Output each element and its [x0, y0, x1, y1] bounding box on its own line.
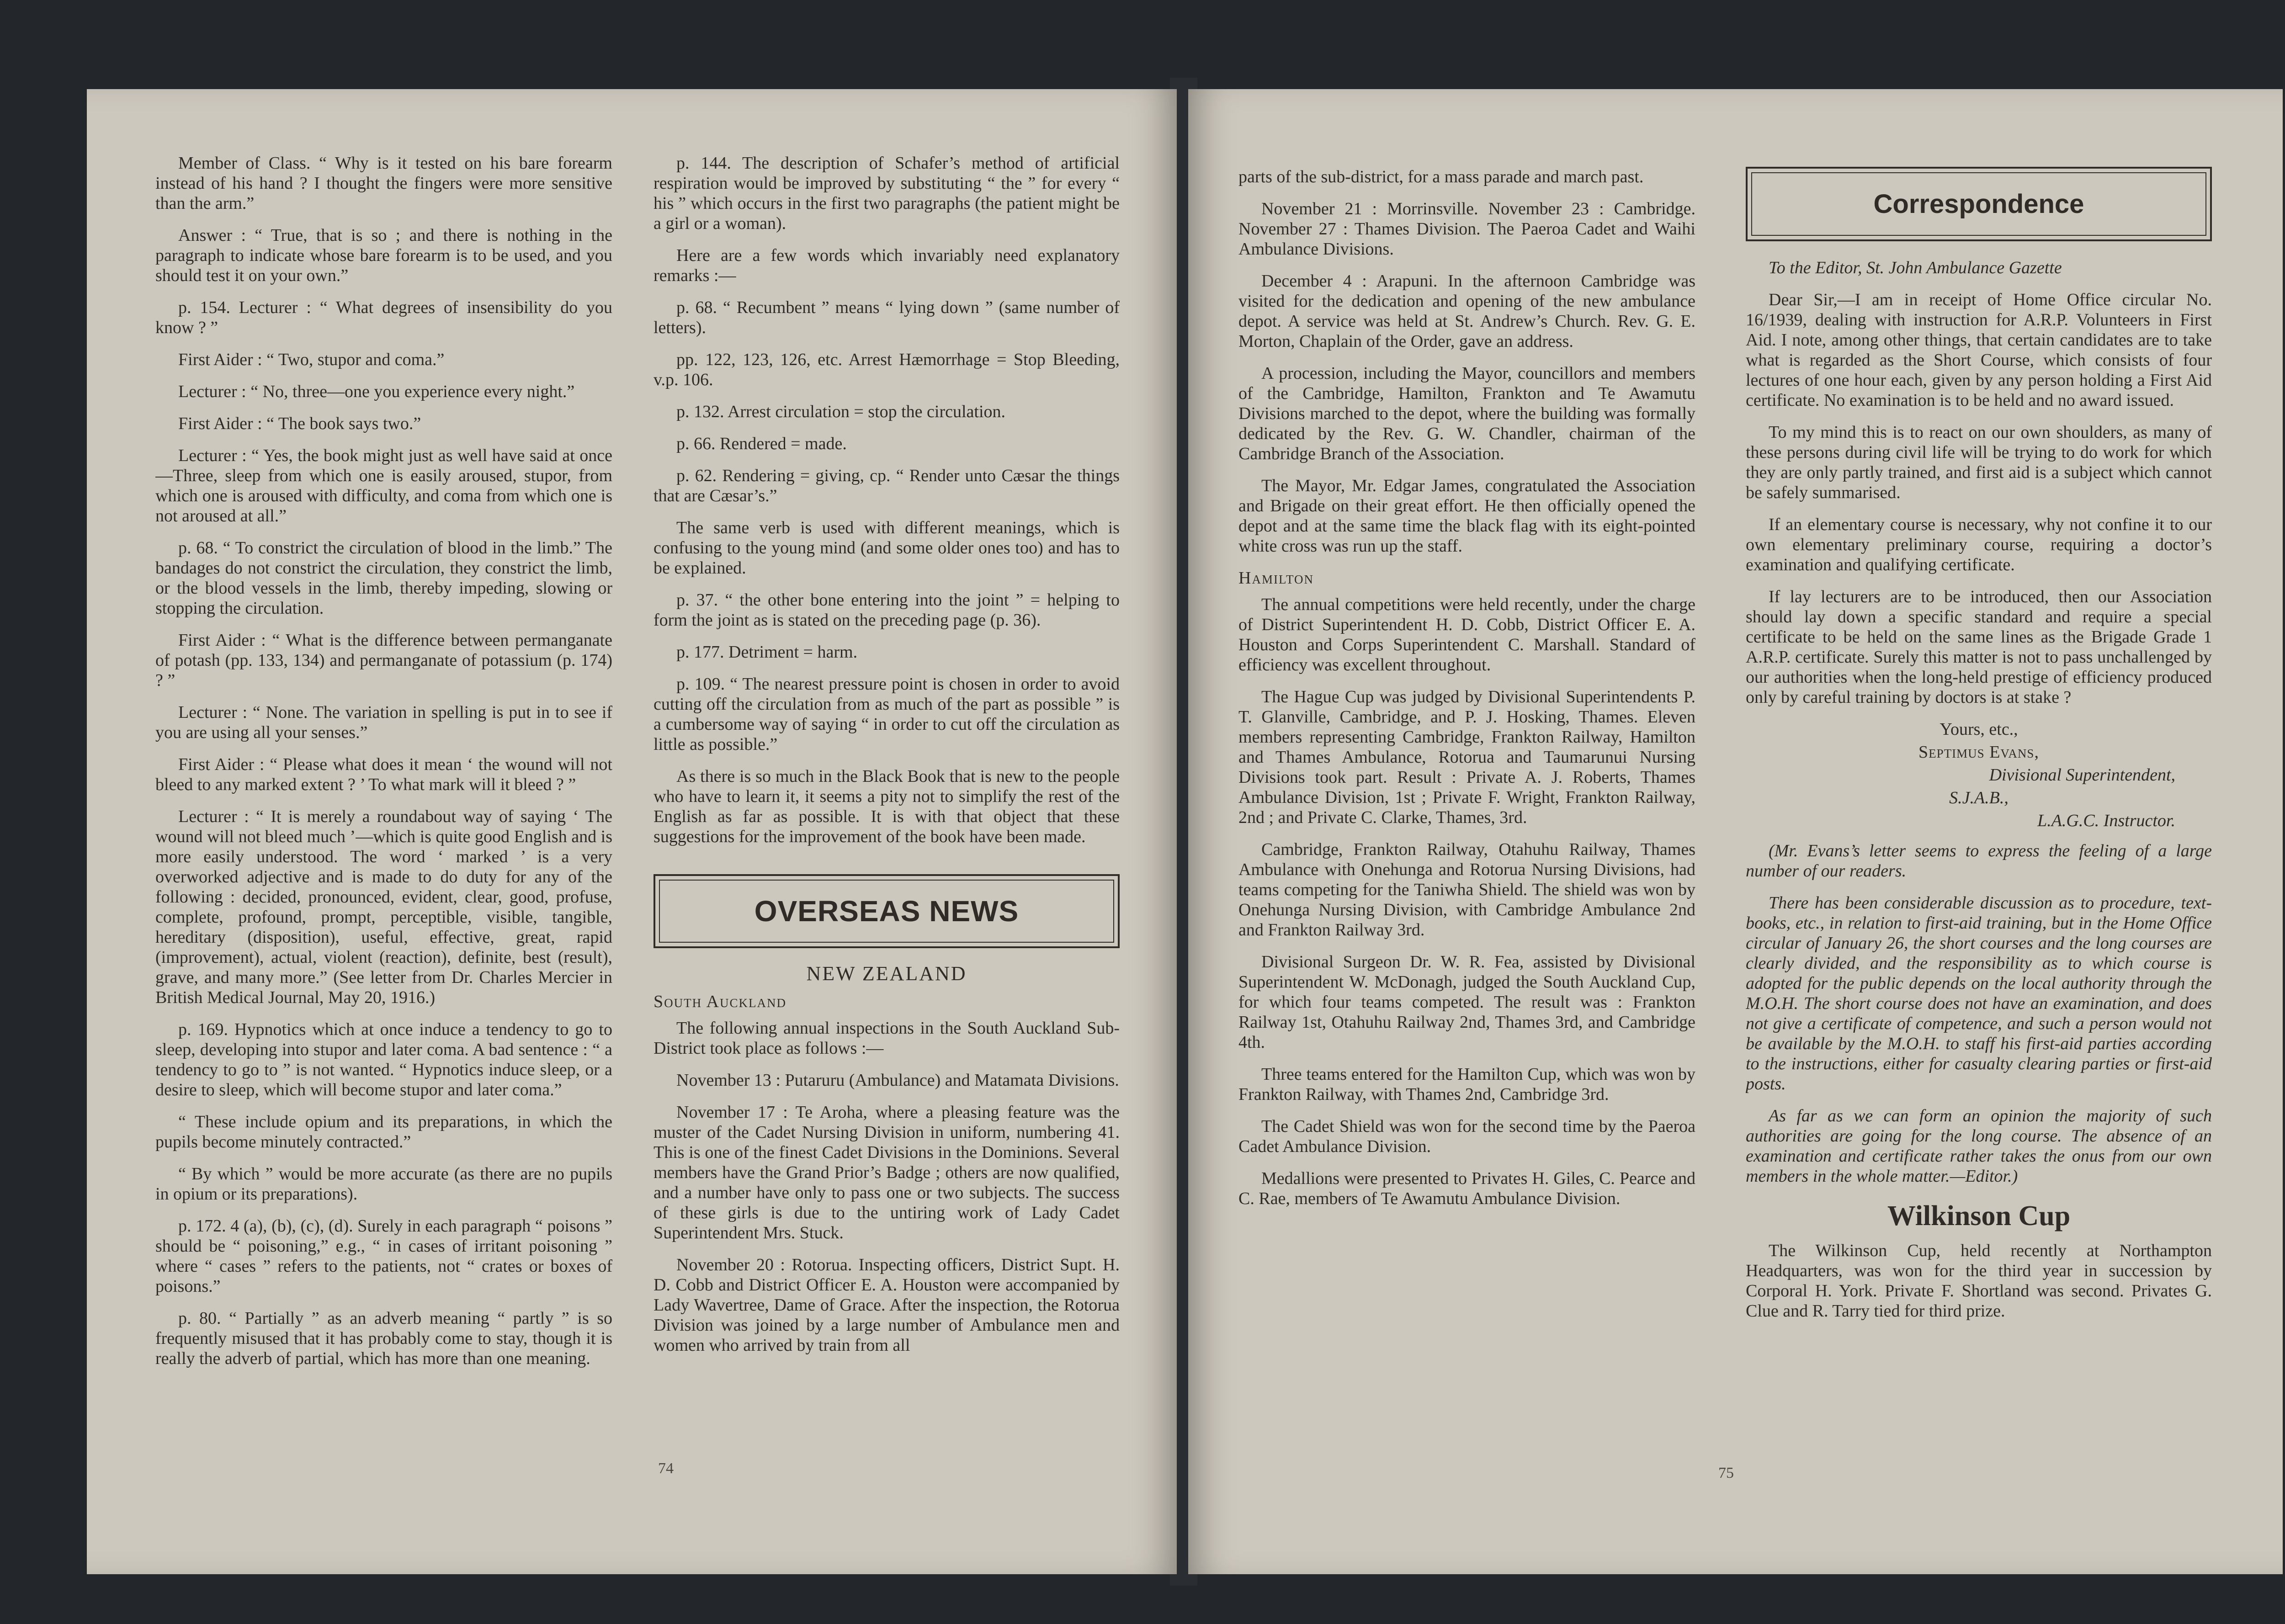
left-page	[87, 89, 1177, 1574]
editor-note: There has been considerable discussion as to procedure, text-books, etc., in relation to first-aid training, but in the Home Office circular of January 26, the short courses and the long courses are clearly divided, and the responsibility as to which course is adopted for the public depends on the local authority through the M.O.H. The short course does not have an examination, and does not give a certificate of competence, and such a person would not be available by the M.O.H. to staff his first-aid parties according to the instructions, either for casualty clearing parties or first-aid posts.	[1746, 893, 2212, 1093]
new-zealand-subhead: NEW ZEALAND	[806, 962, 967, 985]
signature-title: Divisional Superintendent,	[1989, 765, 2175, 785]
paragraph: p. 68. “ To constrict the circulation of blood in the limb.” The bandages do not constrict the circulation, they constrict the limb, or the blood vessels in the limb, thereby impeding, slowing or stopping the circulation.	[155, 538, 612, 618]
paragraph: As there is so much in the Black Book that is new to the people who have to learn it, it seems a pity not to simplify the rest of the English as far as possible. It is with that object that these suggestions for the improvement of the book have been made.	[654, 767, 1120, 846]
overseas-news-banner	[654, 874, 1120, 948]
paragraph: Lecturer : “ None. The variation in spelling is put in to see if you are using all your senses.”	[155, 703, 612, 742]
paragraph: November 21 : Morrinsville. November 23 : Cambridge. November 27 : Thames Division. The Paeroa Cadet and Waihi Ambulance Divisions.	[1238, 199, 1695, 259]
paragraph: p. 177. Detriment = harm.	[676, 642, 858, 662]
paragraph: Divisional Surgeon Dr. W. R. Fea, assisted by Divisional Superintendent W. McDonagh, judged the South Auckland Cup, for which four teams competed. The result was : Frankton Railway 1st, Otahuhu Railway 2nd, Thames 3rd, and Cambridge 4th.	[1238, 952, 1695, 1052]
signature-title: L.A.G.C. Instructor.	[2037, 811, 2175, 830]
paragraph: p. 132. Arrest circulation = stop the circulation.	[676, 402, 1006, 421]
paragraph: The Mayor, Mr. Edgar James, congratulated the Association and Brigade on their great effort. He then officially opened the depot and at the same time the black flag with its eight-pointed white cross was run up the staff.	[1238, 476, 1695, 556]
page-number: 74	[658, 1460, 674, 1477]
wilkinson-cup-heading: Wilkinson Cup	[1887, 1200, 2071, 1231]
left-column-1	[155, 153, 612, 1487]
paragraph: p. 109. “ The nearest pressure point is chosen in order to avoid cutting off the circulation from as much of the part as possible ” is a cumbersome way of saying “ in order to cut off the circulation as little as possible.”	[654, 674, 1120, 754]
paragraph: Lecturer : “ It is merely a roundabout way of saying ‘ The wound will not bleed much ’—which is quite good English and is more easily understood. The word ‘ marked ’ is a very overworked adjective and is made to do duty for any of the following : decided, pronounced, evident, clear, good, profuse, complete, profound, prompt, perceptible, visible, tangible, hereditary (disposition), useful, effective, great, rapid (improvement), actual, violent (reaction), definite, best (result), grave, and many more.” (See letter from Dr. Charles Mercier in British Medical Journal, May 20, 1916.)	[155, 807, 612, 1007]
paragraph: If an elementary course is necessary, why not confine it to our own elementary preliminary course, requiring a doctor’s examination and qualifying certificate.	[1746, 515, 2212, 574]
paragraph: “ By which ” would be more accurate (as there are no pupils in opium or its preparations).	[155, 1164, 612, 1204]
paragraph: The same verb is used with different meanings, which is confusing to the young mind (and some older ones too) and has to be explained.	[654, 518, 1120, 578]
page-number: 75	[1718, 1465, 1734, 1481]
paragraph: December 4 : Arapuni. In the afternoon Cambridge was visited for the dedication and opening of the new ambulance depot. A service was held at St. Andrew’s Church. Rev. G. E. Morton, Chaplain of the Order, gave an address.	[1238, 271, 1695, 351]
correspondence-banner	[1746, 167, 2212, 241]
paragraph: p. 80. “ Partially ” as an adverb meaning “ partly ” is so frequently misused that it has probably come to stay, though it is really the adverb of partial, which has more than one meaning.	[155, 1309, 612, 1368]
paragraph: First Aider : “ Please what does it mean ‘ the wound will not bleed to any marked extent ? ’ To what mark will it bleed ? ”	[155, 755, 612, 794]
paragraph: Here are a few words which invariably need explanatory remarks :—	[654, 246, 1120, 285]
paragraph: Three teams entered for the Hamilton Cup, which was won by Frankton Railway, with Thames 2nd, Cambridge 3rd.	[1238, 1065, 1695, 1104]
paragraph: A procession, including the Mayor, councillors and members of the Cambridge, Hamilton, Frankton and Te Awamutu Divisions marched to the depot, where the building was formally dedicated by the Rev. G. W. Chandler, chairman of the Cambridge Branch of the Association.	[1238, 364, 1695, 463]
paragraph: November 17 : Te Aroha, where a pleasing feature was the muster of the Cadet Nursing Division in uniform, numbering 41. This is one of the finest Cadet Divisions in the Dominions. Several members have the Grand Prior’s Badge ; others are now qualified, and a number have only to pass one or two subjects. The success of these girls is due to the untiring work of Lady Cadet Superintendent Mrs. Stuck.	[654, 1103, 1120, 1242]
left-column-2	[654, 153, 1120, 1487]
paragraph: p. 37. “ the other bone entering into the joint ” = helping to form the joint as is stated on the preceding page (p. 36).	[654, 590, 1120, 630]
paragraph: p. 169. Hypnotics which at once induce a tendency to go to sleep, developing into stupor and later coma. A bad sentence : “ a tendency to go to ” is not wanted. “ Hypnotics induce sleep, or a desire to sleep, which will become stupor and later coma.”	[155, 1020, 612, 1099]
paragraph: p. 172. 4 (a), (b), (c), (d). Surely in each paragraph “ poisons ” should be “ poisoning,” e.g., “ in cases of irritant poisoning ” where “ cases ” refers to the patients, not “ crates or boxes of poisons.”	[155, 1216, 612, 1296]
paragraph: November 20 : Rotorua. Inspecting officers, District Supt. H. D. Cobb and District Officer E. A. Houston were accompanied by Lady Wavertree, Dame of Grace. After the inspection, the Rotorua Division was joined by a large number of Ambulance men and women who arrived by train from all	[654, 1255, 1120, 1355]
paragraph: The annual competitions were held recently, under the charge of District Superintendent H. D. Cobb, District Officer E. A. Houston and Corps Superintendent C. Marshall. Standard of efficiency was excellent throughout.	[1238, 595, 1695, 674]
signature-title: S.J.A.B.,	[1949, 788, 2009, 807]
paragraph: The Hague Cup was judged by Divisional Superintendents P. T. Glanville, Cambridge, and P. J. Hosking, Thames. Eleven members representing Cambridge, Frankton Railway, Hamilton and Thames Ambulance, Rotorua and Taumarunui Nursing Divisions took part. Result : Private A. J. Roberts, Thames Ambulance Division, 1st ; Private F. Wright, Frankton Railway, 2nd ; and Private C. Clarke, Thames, 3rd.	[1238, 687, 1695, 827]
paragraph: To my mind this is to react on our own shoulders, as many of these persons during civil life will be trying to do work for which they are only partly trained, and first aid is a subject which cannot be safely summarised.	[1746, 423, 2212, 502]
paragraph: The Cadet Shield was won for the second time by the Paeroa Cadet Ambulance Division.	[1238, 1117, 1695, 1156]
paragraph: If lay lecturers are to be introduced, then our Association should lay down a specific standard and require a special certificate to be held on the same lines as the Brigade Grade 1 A.R.P. certificate. Surely this matter is not to pass unchallenged by our authorities when the long-held prestige of efficiency produced only by careful training by doctors is at stake ?	[1746, 587, 2212, 707]
right-column-2	[1746, 167, 2212, 1492]
paragraph: Lecturer : “ Yes, the book might just as well have said at once—Three, sleep from which one is easily aroused, stupor, from which one is aroused with difficulty, and coma from which one is not aroused at all.”	[155, 446, 612, 525]
paragraph: First Aider : “ The book says two.”	[178, 414, 421, 433]
paragraph: November 13 : Putaruru (Ambulance) and Matamata Divisions.	[676, 1071, 1119, 1090]
paragraph: “ These include opium and its preparations, in which the pupils become minutely contracted.”	[155, 1112, 612, 1152]
paragraph: Medallions were presented to Privates H. Giles, C. Pearce and C. Rae, members of Te Awamutu Ambulance Division.	[1238, 1169, 1695, 1208]
paragraph: Member of Class. “ Why is it tested on his bare forearm instead of his hand ? I thought the fingers were more sensitive than the arm.”	[155, 154, 612, 213]
south-auckland-heading: South Auckland	[654, 992, 786, 1011]
paragraph: Cambridge, Frankton Railway, Otahuhu Railway, Thames Ambulance with Onehunga and Rotorua Nursing Divisions, had teams competing for the Taniwha Shield. The shield was won by Onehunga Nursing Division, with Cambridge Ambulance 2nd and Frankton Railway 3rd.	[1238, 840, 1695, 939]
paragraph: parts of the sub-district, for a mass parade and march past.	[1238, 167, 1644, 186]
overseas-news-title: OVERSEAS NEWS	[659, 880, 1114, 943]
paragraph: p. 62. Rendering = giving, cp. “ Render unto Cæsar the things that are Cæsar’s.”	[654, 466, 1120, 505]
paragraph: p. 154. Lecturer : “ What degrees of insensibility do you know ? ”	[155, 298, 612, 337]
paragraph: First Aider : “ What is the difference between permanganate of potash (pp. 133, 134) and permanganate of potassium (p. 174) ? ”	[155, 631, 612, 690]
editor-note: (Mr. Evans’s letter seems to express the feeling of a large number of our readers.	[1746, 841, 2212, 881]
paragraph: The Wilkinson Cup, held recently at Northampton Headquarters, was won for the third year in succession by Corporal H. York. Private F. Shortland was second. Privates G. Clue and R. Tarry tied for third prize.	[1746, 1241, 2212, 1321]
paragraph: Lecturer : “ No, three—one you experience every night.”	[178, 382, 575, 401]
hamilton-heading: Hamilton	[1238, 568, 1314, 588]
editor-note: As far as we can form an opinion the majority of such authorities are going for the long course. The absence of an examination and certificate rather takes the onus from our own members in the whole matter.—Editor.)	[1746, 1106, 2212, 1186]
paragraph: p. 68. “ Recumbent ” means “ lying down ” (same number of letters).	[654, 298, 1120, 337]
paragraph: p. 66. Rendered = made.	[676, 434, 847, 453]
correspondence-title: Correspondence	[1751, 172, 2206, 236]
paragraph: The following annual inspections in the South Auckland Sub-District took place as follows :—	[654, 1019, 1120, 1058]
right-column-1	[1238, 167, 1695, 1492]
paragraph: pp. 122, 123, 126, etc. Arrest Hæmorrhage = Stop Bleeding, v.p. 106.	[654, 350, 1120, 389]
paragraph: Answer : “ True, that is so ; and there is nothing in the paragraph to indicate whose bare forearm is to be used, and you should test it on your own.”	[155, 226, 612, 285]
paragraph: First Aider : “ Two, stupor and coma.”	[178, 350, 445, 369]
signature-name: Septimus Evans,	[1918, 743, 2039, 762]
paragraph: Dear Sir,—I am in receipt of Home Office circular No. 16/1939, dealing with instruction for A.R.P. Volunteers in First Aid. I note, among other things, that certain candidates are to take what is regarded as the Short Course, which consists of four lectures of one hour each, given by any person holding a First Aid certificate. No examination is to be held and no award issued.	[1746, 290, 2212, 410]
letter-salutation-line: To the Editor, St. John Ambulance Gazette	[1769, 258, 2062, 277]
paragraph: p. 144. The description of Schafer’s method of artificial respiration would be improved by substituting “ the ” for every “ his ” which occurs in the first two paragraphs (the patient might be a girl or a woman).	[654, 154, 1120, 233]
signature-yours: Yours, etc.,	[1940, 720, 2018, 739]
right-page	[1188, 89, 2283, 1574]
